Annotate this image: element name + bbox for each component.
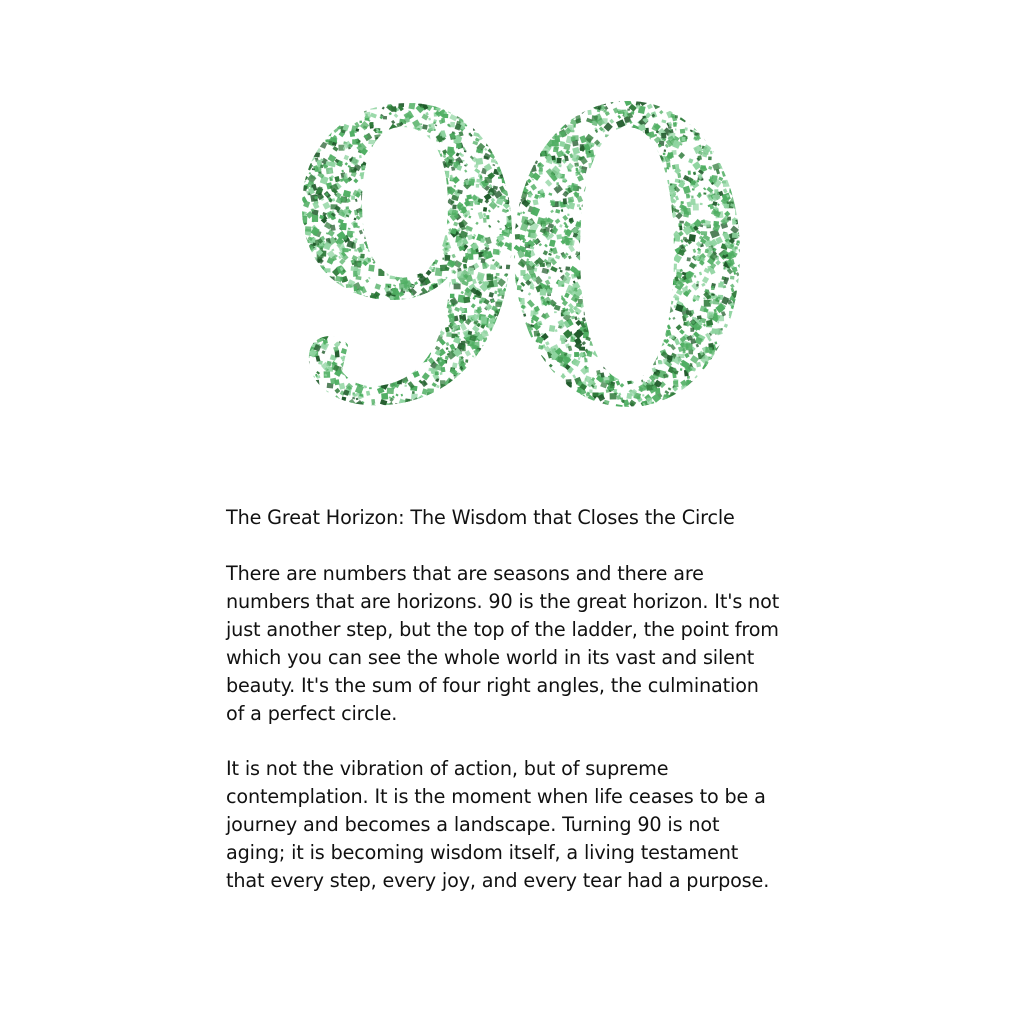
- article: [226, 504, 826, 895]
- article-paragraph-1: There are numbers that are seasons and there are numbers that are horizons. 90 is the great horizon. It's not just another step, but the top of the ladder, the point from which you can see the whole world in its vast and silent beauty. It's the sum of four right angles, the culmination of a perfect circle.: [226, 562, 780, 725]
- hero-number-graphic: [290, 95, 750, 425]
- confetti-90-image: [290, 95, 750, 425]
- article-paragraph-2: It is not the vibration of action, but of supreme contemplation. It is the moment when life ceases to be a journey and becomes a landscape. Turning 90 is not aging; it is becoming wisdom itself, a living testament that every step, every joy, and every tear had a purpose.: [226, 757, 770, 892]
- article-title: The Great Horizon: The Wisdom that Closes the Circle: [226, 506, 735, 529]
